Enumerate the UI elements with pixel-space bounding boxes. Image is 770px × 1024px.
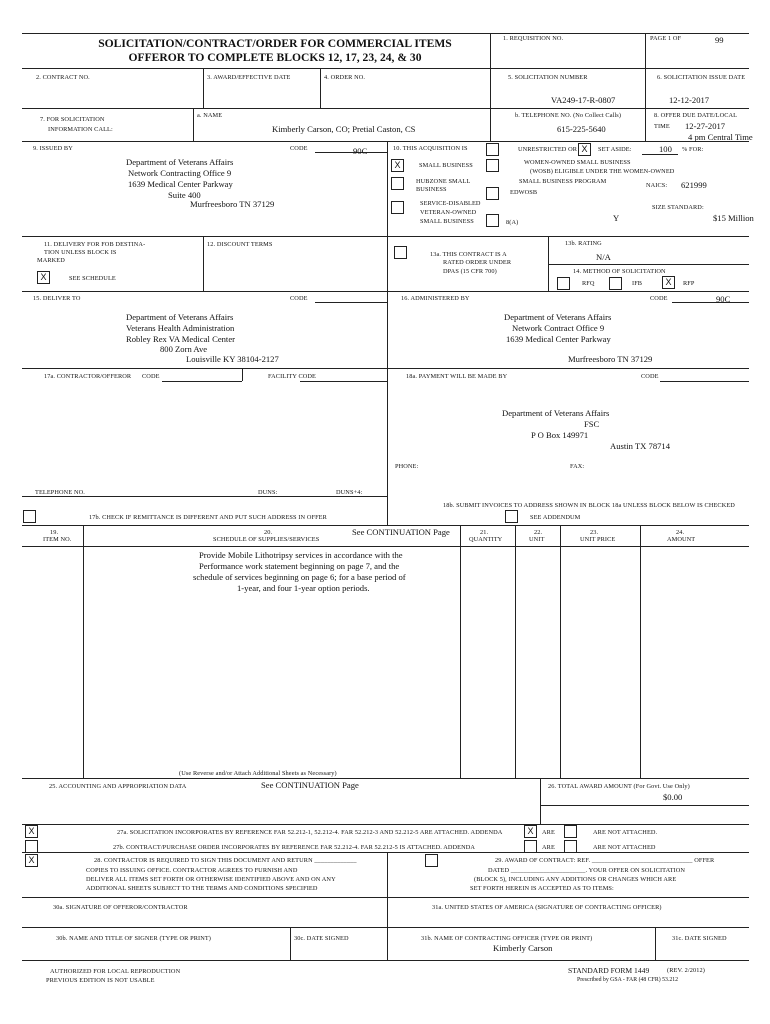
rfq-label: RFQ — [582, 280, 595, 287]
remittance-label: 17b. CHECK IF REMITTANCE IS DIFFERENT AND PUT SUCH ADDRESS IN OFFER — [89, 514, 327, 521]
rule — [193, 108, 194, 141]
rule — [22, 824, 749, 825]
col-amount: 24. — [676, 529, 685, 536]
deliver-line-2: Veterans Health Administration — [126, 323, 235, 333]
col-supplies-label: SCHEDULE OF SUPPLIES/SERVICES — [213, 536, 320, 543]
rule — [22, 496, 387, 497]
rule — [22, 291, 749, 292]
rule — [460, 525, 461, 778]
payment-city: Austin TX 78714 — [610, 441, 671, 451]
col-unit-price-label: UNIT PRICE — [580, 536, 616, 543]
payment-code-label: CODE — [641, 373, 659, 380]
percent-for-label: % FOR: — [682, 146, 704, 153]
form-subtitle: OFFEROR TO COMPLETE BLOCKS 12, 17, 23, 24, & 30 — [128, 51, 422, 64]
rating-label: 13b. RATING — [565, 240, 602, 247]
col-unit: 22. — [534, 529, 543, 536]
27b-checkbox[interactable] — [25, 840, 38, 853]
hubzone-checkbox[interactable] — [391, 177, 404, 190]
officer-name-label: 31b. NAME OF CONTRACTING OFFICER (TYPE OR PRINT) — [421, 935, 593, 942]
rule — [22, 368, 749, 369]
issuer-line-4: Suite 400 — [168, 190, 201, 200]
naics-code: 621999 — [681, 180, 707, 190]
hubzone-label-2: BUSINESS — [416, 186, 447, 193]
rule — [22, 68, 749, 69]
signer-name-label: 30b. NAME AND TITLE OF SIGNER (TYPE OR PRINT) — [56, 935, 211, 942]
rule — [290, 927, 291, 960]
rule — [22, 927, 749, 928]
27b-are-not-checkbox[interactable] — [564, 840, 577, 853]
wosb-label-2: (WOSB) ELIGIBLE UNDER THE WOMEN-OWNED — [530, 168, 675, 175]
admin-line-1: Department of Veterans Affairs — [504, 312, 612, 322]
edwosb-label: EDWOSB — [510, 189, 538, 196]
offer-due-date: 12-27-2017 — [685, 121, 726, 131]
unrestricted-label: UNRESTRICTED OR — [518, 146, 578, 153]
officer-date-label: 31c. DATE SIGNED — [672, 935, 727, 942]
award-date-label: 3. AWARD/EFFECTIVE DATE — [207, 74, 291, 81]
order-no-label: 4. ORDER NO. — [324, 74, 366, 81]
phone-label: b. TELEPHONE NO. (No Collect Calls) — [515, 112, 622, 119]
27b-are-label: ARE — [542, 844, 555, 851]
issued-by-code: 90C — [353, 146, 368, 156]
27a-are-not-label: ARE NOT ATTACHED. — [593, 829, 658, 836]
unrestricted-checkbox[interactable]: X — [578, 143, 591, 156]
administered-by-label: 16. ADMINISTERED BY — [401, 295, 470, 302]
issuer-line-3: 1639 Medical Center Parkway — [128, 179, 233, 189]
ifb-checkbox[interactable] — [609, 277, 622, 290]
description-line-2: Performance work statement beginning on page 7, and the — [199, 561, 400, 571]
rule — [22, 960, 749, 961]
description-line-4: 1-year, and four 1-year option periods. — [237, 583, 370, 593]
col-supplies: 20. — [264, 529, 273, 536]
col-unit-price: 23. — [590, 529, 599, 536]
set-aside-label: SET ASIDE: — [598, 146, 632, 153]
acquisition-label: 10. THIS ACQUISITION IS — [393, 145, 468, 152]
issued-by-label: 9. ISSUED BY — [33, 145, 73, 152]
contractor-label: 17a. CONTRACTOR/OFFEROR — [44, 373, 132, 380]
payment-by-label: 18a. PAYMENT WILL BE MADE BY — [406, 373, 508, 380]
remittance-checkbox[interactable] — [23, 510, 36, 523]
rule — [203, 68, 204, 108]
rfq-checkbox[interactable] — [557, 277, 570, 290]
size-standard-label: SIZE STANDARD: — [652, 204, 704, 211]
contact-phone: 615-225-5640 — [557, 124, 606, 134]
deliver-to-label: 15. DELIVER TO — [33, 295, 81, 302]
submit-invoices-label: 18b. SUBMIT INVOICES TO ADDRESS SHOWN IN BLOCK 18a UNLESS BLOCK BELOW IS CHECKED — [443, 502, 735, 509]
y-mark: Y — [613, 213, 620, 223]
accounting-value: See CONTINUATION Page — [261, 780, 359, 790]
offer-due-label: 8. OFFER DUE DATE/LOCAL — [654, 112, 738, 119]
payment-fax-label: FAX: — [570, 463, 585, 470]
rule — [203, 236, 204, 291]
contract-no-label: 2. CONTRACT NO. — [36, 74, 90, 81]
rule — [242, 368, 243, 381]
wosb-label: WOMEN-OWNED SMALL BUSINESS — [524, 159, 631, 166]
name-label: a. NAME — [197, 112, 223, 119]
addendum-checkbox[interactable] — [505, 510, 518, 523]
27b-text: 27b. CONTRACT/PURCHASE ORDER INCORPORATES BY REFERENCE FAR 52.212-4. FAR 52.212-5 IS ATTACHED. ADDENDA — [113, 844, 476, 851]
27b-are-checkbox[interactable] — [524, 840, 537, 853]
rule — [22, 108, 749, 109]
description-line-1: Provide Mobile Lithotripsy services in accordance with the — [199, 550, 403, 560]
rule — [22, 236, 749, 237]
sdvosb-checkbox[interactable] — [391, 201, 404, 214]
rule — [83, 525, 84, 778]
col-amount-label: AMOUNT — [667, 536, 696, 543]
sdvosb-label-3: SMALL BUSINESS — [420, 218, 474, 225]
28-line-4: ADDITIONAL SHEETS SUBJECT TO THE TERMS AND CONDITIONS SPECIFIED — [86, 885, 318, 892]
rule — [655, 927, 656, 960]
offer-due-time: 4 pm Central Time — [688, 132, 753, 142]
issuer-line-2: Network Contracting Office 9 — [128, 168, 232, 178]
small-business-checkbox[interactable]: X — [391, 159, 404, 172]
rule — [540, 778, 541, 824]
rule — [320, 68, 321, 108]
payment-phone-label: PHONE: — [395, 463, 419, 470]
issue-date: 12-12-2017 — [669, 95, 710, 105]
payment-line-2: FSC — [584, 419, 600, 429]
footer-form-number: STANDARD FORM 1449 — [568, 966, 650, 975]
for-info-label-2: INFORMATION CALL: — [48, 126, 113, 133]
col-item-no: 19. — [50, 529, 59, 536]
footer-reproduction: AUTHORIZED FOR LOCAL REPRODUCTION — [50, 968, 181, 975]
description-line-3: schedule of services beginning on page 6; for a base period of — [193, 572, 406, 582]
page-total: 99 — [715, 35, 724, 45]
set-aside-percent: 100 — [659, 144, 672, 154]
rule — [645, 68, 646, 141]
small-business-label: SMALL BUSINESS — [419, 162, 473, 169]
requisition-label: 1. REQUISITION NO. — [503, 35, 564, 42]
acquisition-checkbox[interactable] — [486, 143, 499, 156]
for-info-label: 7. FOR SOLICITATION — [40, 116, 105, 123]
27a-are-not-checkbox[interactable] — [564, 825, 577, 838]
28-line-2: COPIES TO ISSUING OFFICE. CONTRACTOR AGREES TO FURNISH AND — [86, 867, 298, 874]
rule — [672, 302, 749, 303]
telephone-label: TELEPHONE NO. — [35, 489, 85, 496]
sdvosb-label: SERVICE-DISABLED — [420, 200, 481, 207]
rule — [162, 381, 242, 382]
total-award-label: 26. TOTAL AWARD AMOUNT (For Govt. Use Only) — [548, 783, 690, 790]
rated-order-checkbox[interactable] — [394, 246, 407, 259]
size-standard: $15 Million — [713, 213, 754, 223]
edwosb-checkbox[interactable] — [486, 187, 499, 200]
facility-code-label: FACILITY CODE — [268, 373, 316, 380]
rule — [490, 68, 491, 141]
admin-line-2: Network Contract Office 9 — [512, 323, 605, 333]
rule — [645, 33, 646, 68]
admin-code-label: CODE — [650, 295, 668, 302]
29-line-1: 29. AWARD OF CONTRACT: REF. _______________________________ OFFER — [495, 857, 715, 864]
rule — [515, 525, 516, 778]
28-checkbox[interactable]: X — [25, 854, 38, 867]
payment-line-3: P O Box 149971 — [531, 430, 589, 440]
rating-value: N/A — [596, 252, 611, 262]
eight-a-checkbox[interactable] — [486, 214, 499, 227]
top-border — [22, 33, 749, 34]
signature-offeror-label: 30a. SIGNATURE OF OFFEROR/CONTRACTOR — [53, 904, 188, 911]
29-line-2: DATED _______________________. YOUR OFFER ON SOLICITATION — [488, 867, 686, 874]
fob-label-2: TION UNLESS BLOCK IS — [44, 249, 117, 256]
rule — [22, 897, 749, 898]
accounting-label: 25. ACCOUNTING AND APPROPRIATION DATA — [49, 783, 187, 790]
rule — [548, 264, 749, 265]
deliver-line-4: 800 Zorn Ave — [160, 344, 208, 354]
footer-revision: (REV. 2/2012) — [667, 967, 705, 974]
footer-prescribed: Prescribed by GSA - FAR (48 CFR) 53.212 — [577, 977, 679, 983]
contractor-code-label: CODE — [142, 373, 160, 380]
deliver-line-1: Department of Veterans Affairs — [126, 312, 234, 322]
rfp-checkbox[interactable]: X — [662, 276, 675, 289]
col-quantity-label: QUANTITY — [469, 536, 503, 543]
footer-edition: PREVIOUS EDITION IS NOT USABLE — [46, 977, 155, 984]
rule — [387, 141, 388, 525]
issuer-line-1: Department of Veterans Affairs — [126, 157, 234, 167]
ifb-label: IFB — [632, 280, 643, 287]
rfp-label: RFP — [683, 280, 695, 287]
29-checkbox[interactable] — [425, 854, 438, 867]
27a-text: 27a. SOLICITATION INCORPORATES BY REFERENCE FAR 52.212-1, 52.212-4. FAR 52.212-3 AND 52.212-5 ARE ATTACHED. ADDENDA — [117, 829, 503, 836]
col-quantity: 21. — [480, 529, 489, 536]
rated-order-label: 13a. THIS CONTRACT IS A — [430, 251, 507, 258]
27a-are-checkbox[interactable]: X — [524, 825, 537, 838]
see-schedule-checkbox[interactable]: X — [37, 271, 50, 284]
discount-terms-label: 12. DISCOUNT TERMS — [207, 241, 273, 248]
deliver-city: Louisville KY 38104-2127 — [186, 354, 279, 364]
time-label: TIME — [654, 123, 670, 130]
signature-officer-label: 31a. UNITED STATES OF AMERICA (SIGNATURE OF CONTRACTING OFFICER) — [432, 904, 662, 911]
rule — [387, 852, 388, 960]
rule — [642, 154, 678, 155]
admin-city: Murfreesboro TN 37129 — [568, 354, 653, 364]
officer-name: Kimberly Carson — [493, 943, 553, 953]
admin-line-3: 1639 Medical Center Parkway — [506, 334, 611, 344]
form-title: SOLICITATION/CONTRACT/ORDER FOR COMMERCIAL ITEMS — [98, 37, 452, 50]
solicitation-no: VA249-17-R-0807 — [551, 95, 616, 105]
method-label: 14. METHOD OF SOLICITATION — [573, 268, 666, 275]
naics-label: NAICS: — [646, 182, 668, 189]
deliver-line-3: Robley Rex VA Medical Center — [126, 334, 235, 344]
rule — [22, 852, 749, 853]
rule — [300, 381, 387, 382]
28-line-3: DELIVER ALL ITEMS SET FORTH OR OTHERWISE IDENTIFIED ABOVE AND ON ANY — [86, 876, 336, 883]
issuer-city: Murfreesboro TN 37129 — [190, 199, 275, 209]
rule — [660, 381, 749, 382]
eight-a-label: 8(A) — [506, 219, 519, 226]
rule — [540, 805, 749, 806]
deliver-code-label: CODE — [290, 295, 308, 302]
payment-line-1: Department of Veterans Affairs — [502, 408, 610, 418]
col-item-no-label: ITEM NO. — [43, 536, 72, 543]
27a-are-label: ARE — [542, 829, 555, 836]
duns-label: DUNS: — [258, 489, 278, 496]
see-addendum-label: SEE ADDENDUM — [530, 514, 581, 521]
rule — [315, 302, 387, 303]
rule — [22, 778, 749, 779]
fob-label: 11. DELIVERY FOR FOB DESTINA- — [44, 241, 146, 248]
29-line-3: (BLOCK 5), INCLUDING ANY ADDITIONS OR CHANGES WHICH ARE — [474, 876, 677, 883]
signer-date-label: 30c. DATE SIGNED — [294, 935, 349, 942]
duns4-label: DUNS+4: — [336, 489, 363, 496]
27b-are-not-label: ARE NOT ATTACHED — [593, 844, 656, 851]
see-continuation: See CONTINUATION Page — [352, 527, 450, 537]
29-line-4: SET FORTH HEREIN IS ACCEPTED AS TO ITEMS: — [470, 885, 614, 892]
reverse-note: (Use Reverse and/or Attach Additional Sheets as Necessary) — [179, 770, 337, 777]
issued-by-code-label: CODE — [290, 145, 308, 152]
wosb-checkbox[interactable] — [486, 159, 499, 172]
fob-label-3: MARKED — [37, 257, 65, 264]
solicitation-no-label: 5. SOLICITATION NUMBER — [508, 74, 588, 81]
see-schedule-label: SEE SCHEDULE — [69, 275, 116, 282]
total-award: $0.00 — [663, 792, 683, 802]
27a-checkbox[interactable]: X — [25, 825, 38, 838]
rule — [640, 525, 641, 778]
sdvosb-label-2: VETERAN-OWNED — [420, 209, 477, 216]
rule — [22, 141, 749, 142]
rated-order-label-2: RATED ORDER UNDER — [443, 259, 512, 266]
rule — [490, 33, 491, 68]
wosb-label-3: SMALL BUSINESS PROGRAM — [519, 178, 607, 185]
28-line-1: 28. CONTRACTOR IS REQUIRED TO SIGN THIS DOCUMENT AND RETURN _____________ — [94, 857, 357, 864]
issue-date-label: 6. SOLICITATION ISSUE DATE — [657, 74, 746, 81]
col-unit-label: UNIT — [529, 536, 545, 543]
hubzone-label: HUBZONE SMALL — [416, 178, 471, 185]
page-label: PAGE 1 OF — [650, 35, 682, 42]
rated-order-label-3: DPAS (15 CFR 700) — [443, 268, 497, 275]
admin-code: 90C — [716, 294, 731, 304]
contact-name: Kimberly Carson, CO; Pretial Caston, CS — [272, 124, 416, 134]
rule — [315, 152, 387, 153]
rule — [560, 525, 561, 778]
